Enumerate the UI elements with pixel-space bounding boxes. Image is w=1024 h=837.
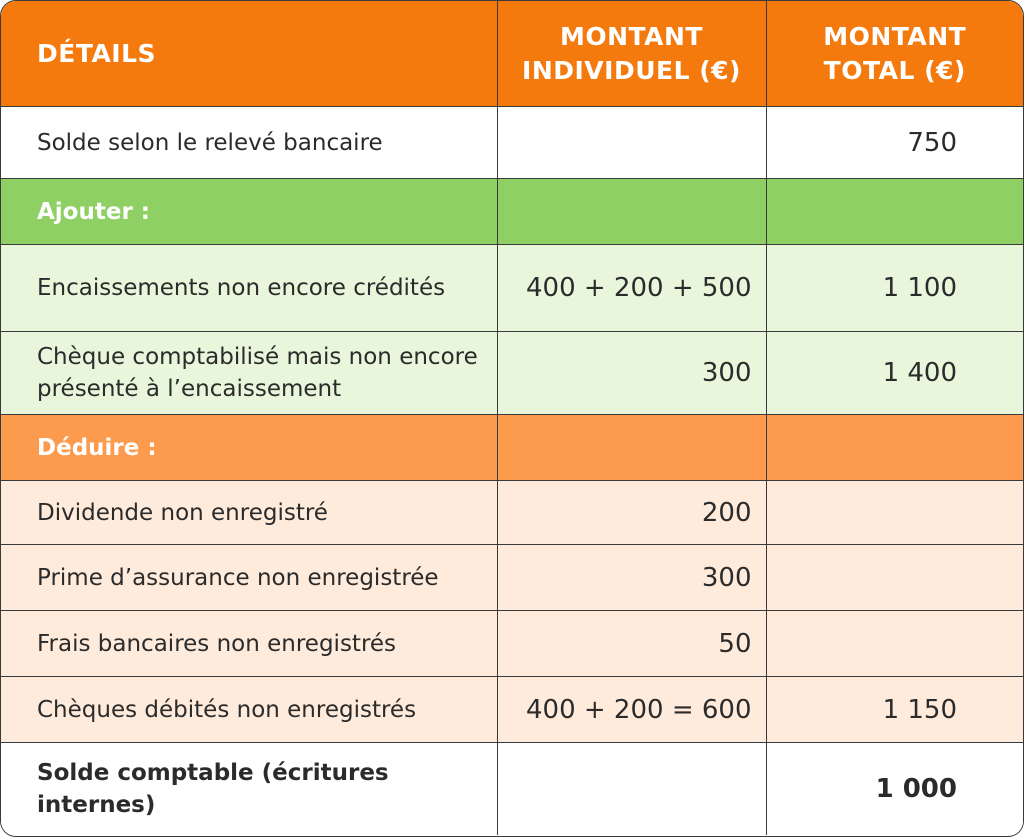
- table-row: [1, 245, 1023, 332]
- row-total: [766, 415, 1023, 481]
- row-individual: 300: [497, 545, 766, 611]
- row-total: 750: [766, 107, 1023, 179]
- section-label-deduct: Déduire :: [1, 415, 497, 481]
- section-label-add: Ajouter :: [1, 179, 497, 245]
- table-row: [1, 545, 1023, 611]
- table-row-final-balance: [1, 743, 1023, 835]
- table-row: [1, 481, 1023, 545]
- row-label: Chèques débités non enregistrés: [1, 677, 497, 743]
- row-total: [766, 545, 1023, 611]
- header-total-amount: [766, 1, 1023, 107]
- row-label: Prime d’assurance non enregistrée: [1, 545, 497, 611]
- row-total: 1 000: [766, 743, 1023, 835]
- row-individual: [497, 743, 766, 835]
- row-total: 1 150: [766, 677, 1023, 743]
- row-total: [766, 481, 1023, 545]
- row-label: Frais bancaires non enregistrés: [1, 611, 497, 677]
- header-details: DÉTAILS: [1, 1, 497, 107]
- row-total: 1 100: [766, 245, 1023, 332]
- row-total: [766, 611, 1023, 677]
- row-individual: 400 + 200 + 500: [497, 245, 766, 332]
- section-row-add: [1, 179, 1023, 245]
- row-label: Chèque comptabilisé mais non encore présenté à l’encaissement: [1, 332, 497, 415]
- header-total-line2: TOTAL (€): [823, 55, 966, 85]
- row-label: Dividende non enregistré: [1, 481, 497, 545]
- header-total-line1: MONTANT: [823, 21, 967, 51]
- bank-reconciliation-table: [1, 1, 1023, 835]
- table-header-row: [1, 1, 1023, 107]
- row-label: Solde comptable (écritures internes): [1, 743, 497, 835]
- row-individual: 400 + 200 = 600: [497, 677, 766, 743]
- row-individual: [497, 179, 766, 245]
- header-individual-amount: [497, 1, 766, 107]
- row-individual: 50: [497, 611, 766, 677]
- row-label: Encaissements non encore crédités: [1, 245, 497, 332]
- row-total: [766, 179, 1023, 245]
- row-individual: 200: [497, 481, 766, 545]
- row-individual: 300: [497, 332, 766, 415]
- row-total: 1 400: [766, 332, 1023, 415]
- row-individual: [497, 415, 766, 481]
- header-individual-line2: INDIVIDUEL (€): [522, 55, 741, 85]
- table-row: [1, 332, 1023, 415]
- row-label: Solde selon le relevé bancaire: [1, 107, 497, 179]
- header-individual-line1: MONTANT: [560, 21, 703, 51]
- section-row-deduct: [1, 415, 1023, 481]
- table-row: [1, 677, 1023, 743]
- table-row: [1, 611, 1023, 677]
- table-row: [1, 107, 1023, 179]
- row-individual: [497, 107, 766, 179]
